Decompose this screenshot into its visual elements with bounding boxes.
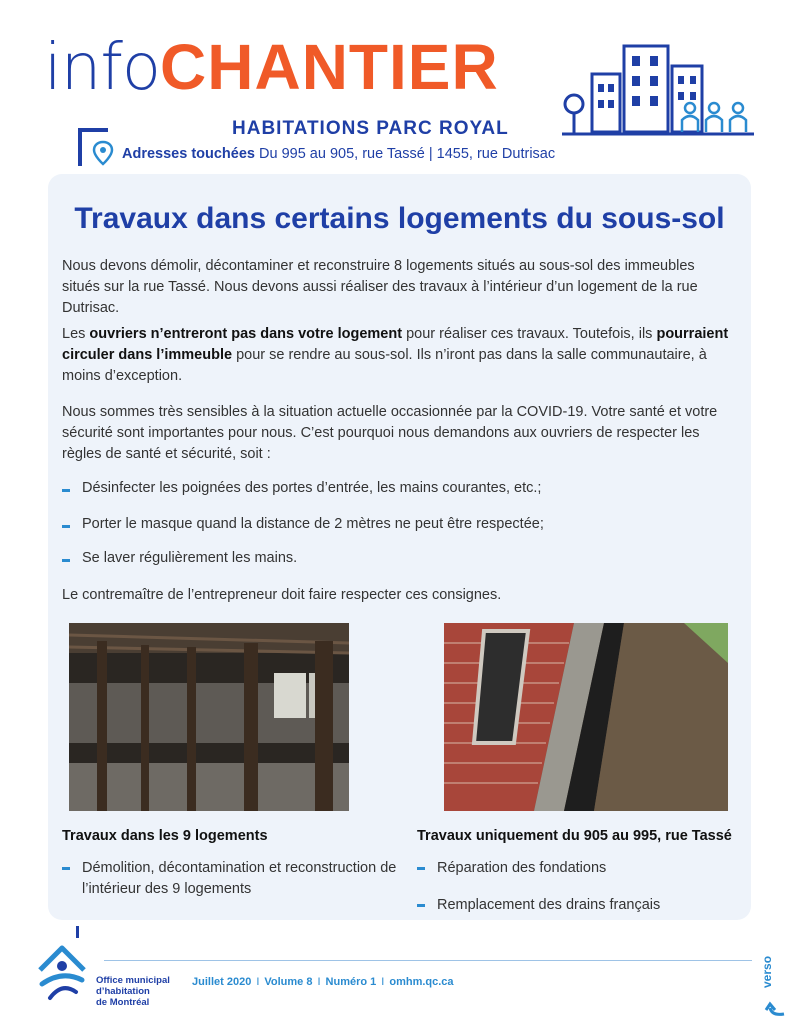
list-item-text: Démolition, décontamination et reconstruction de l’intérieur des 9 logements	[82, 860, 397, 897]
left-caption: Travaux dans les 9 logements	[62, 828, 268, 844]
bullet-dash	[62, 559, 70, 562]
p2-part-e: pour se rendre au sous-sol. Ils n’iront pas dans la salle communautaire, à moins d’exception.	[62, 347, 707, 384]
basement-interior-photo	[69, 623, 349, 811]
bullet-dash	[417, 904, 425, 907]
paragraph-intro: Nous devons démolir, décontaminer et reconstruire 8 logements situés au sous-sol des immeubles situés sur la rue Tassé. Nous devons aussi réaliser des travaux à l’intérieur d’un logement de la rue Dutrisac.	[62, 258, 698, 316]
bullet-dash	[62, 525, 70, 528]
separator: I	[381, 976, 385, 988]
p2-part-c: pour réaliser ces travaux. Toutefois, ils	[402, 326, 657, 342]
project-name: HABITATIONS PARC ROYAL	[232, 118, 509, 139]
omhm-logo-icon	[32, 940, 92, 1002]
bullet-dash	[417, 867, 425, 870]
affected-addresses	[122, 146, 555, 162]
list-item-text: Porter le masque quand la distance de 2 mètres ne peut être respectée;	[82, 516, 544, 532]
location-pin-icon	[92, 140, 114, 166]
list-item-text: Remplacement des drains français	[437, 897, 661, 913]
address-value: Du 995 au 905, rue Tassé | 1455, rue Dutrisac	[259, 146, 556, 162]
organization-name	[96, 975, 170, 1008]
website-link[interactable]: omhm.qc.ca	[389, 976, 454, 988]
list-item	[62, 858, 412, 900]
footer-tick	[76, 926, 79, 938]
list-item-text: Réparation des fondations	[437, 860, 607, 876]
paragraph-covid: Nous sommes très sensibles à la situation actuelle occasionnée par la COVID-19. Votre santé et votre sécurité sont importantes pour nous. C’est pourquoi nous demandons aux ouvriers de respecter les règles de santé et sécurité, soit :	[62, 404, 718, 462]
separator: I	[317, 976, 321, 988]
verso-label[interactable]: verso	[760, 955, 774, 988]
issue-number: Numéro 1	[325, 976, 377, 988]
org-line: de Montréal	[96, 997, 150, 1008]
org-line: d’habitation	[96, 986, 150, 997]
separator: I	[256, 976, 260, 988]
bullet-dash	[62, 867, 70, 870]
p2-part-a: Les	[62, 326, 90, 342]
footer-divider	[104, 960, 752, 961]
paragraph-workers	[62, 324, 734, 387]
page-title: Travaux dans certains logements du sous-sol	[74, 202, 725, 235]
org-line: Office municipal	[96, 975, 170, 986]
header-bracket	[78, 128, 82, 166]
issue-volume: Volume 8	[264, 976, 313, 988]
p2-part-d: pourraient circuler dans l’immeuble	[62, 326, 729, 363]
list-item	[62, 516, 544, 532]
list-item-text: Désinfecter les poignées des portes d’entrée, les mains courantes, etc.;	[82, 480, 542, 496]
list-item	[62, 550, 297, 566]
right-caption: Travaux uniquement du 905 au 995, rue Tassé	[417, 828, 732, 844]
list-item	[417, 858, 606, 879]
issue-info	[192, 976, 454, 988]
brand-main: CHANTIER	[160, 31, 499, 103]
address-label: Adresses touchées	[122, 146, 255, 162]
bullet-dash	[62, 489, 70, 492]
list-item	[62, 480, 541, 496]
p2-part-b: ouvriers n’entreront pas dans votre logement	[89, 326, 403, 342]
header-bracket-top	[78, 128, 108, 132]
issue-date: Juillet 2020	[192, 976, 252, 988]
foundation-drain-photo	[444, 623, 728, 811]
brand-title	[44, 30, 499, 110]
paragraph-foreman: Le contremaître de l’entrepreneur doit faire respecter ces consignes.	[62, 587, 502, 603]
brand-prefix: info	[44, 31, 161, 105]
city-buildings-icon	[562, 42, 754, 142]
list-item-text: Se laver régulièrement les mains.	[82, 550, 298, 566]
list-item	[417, 895, 660, 916]
